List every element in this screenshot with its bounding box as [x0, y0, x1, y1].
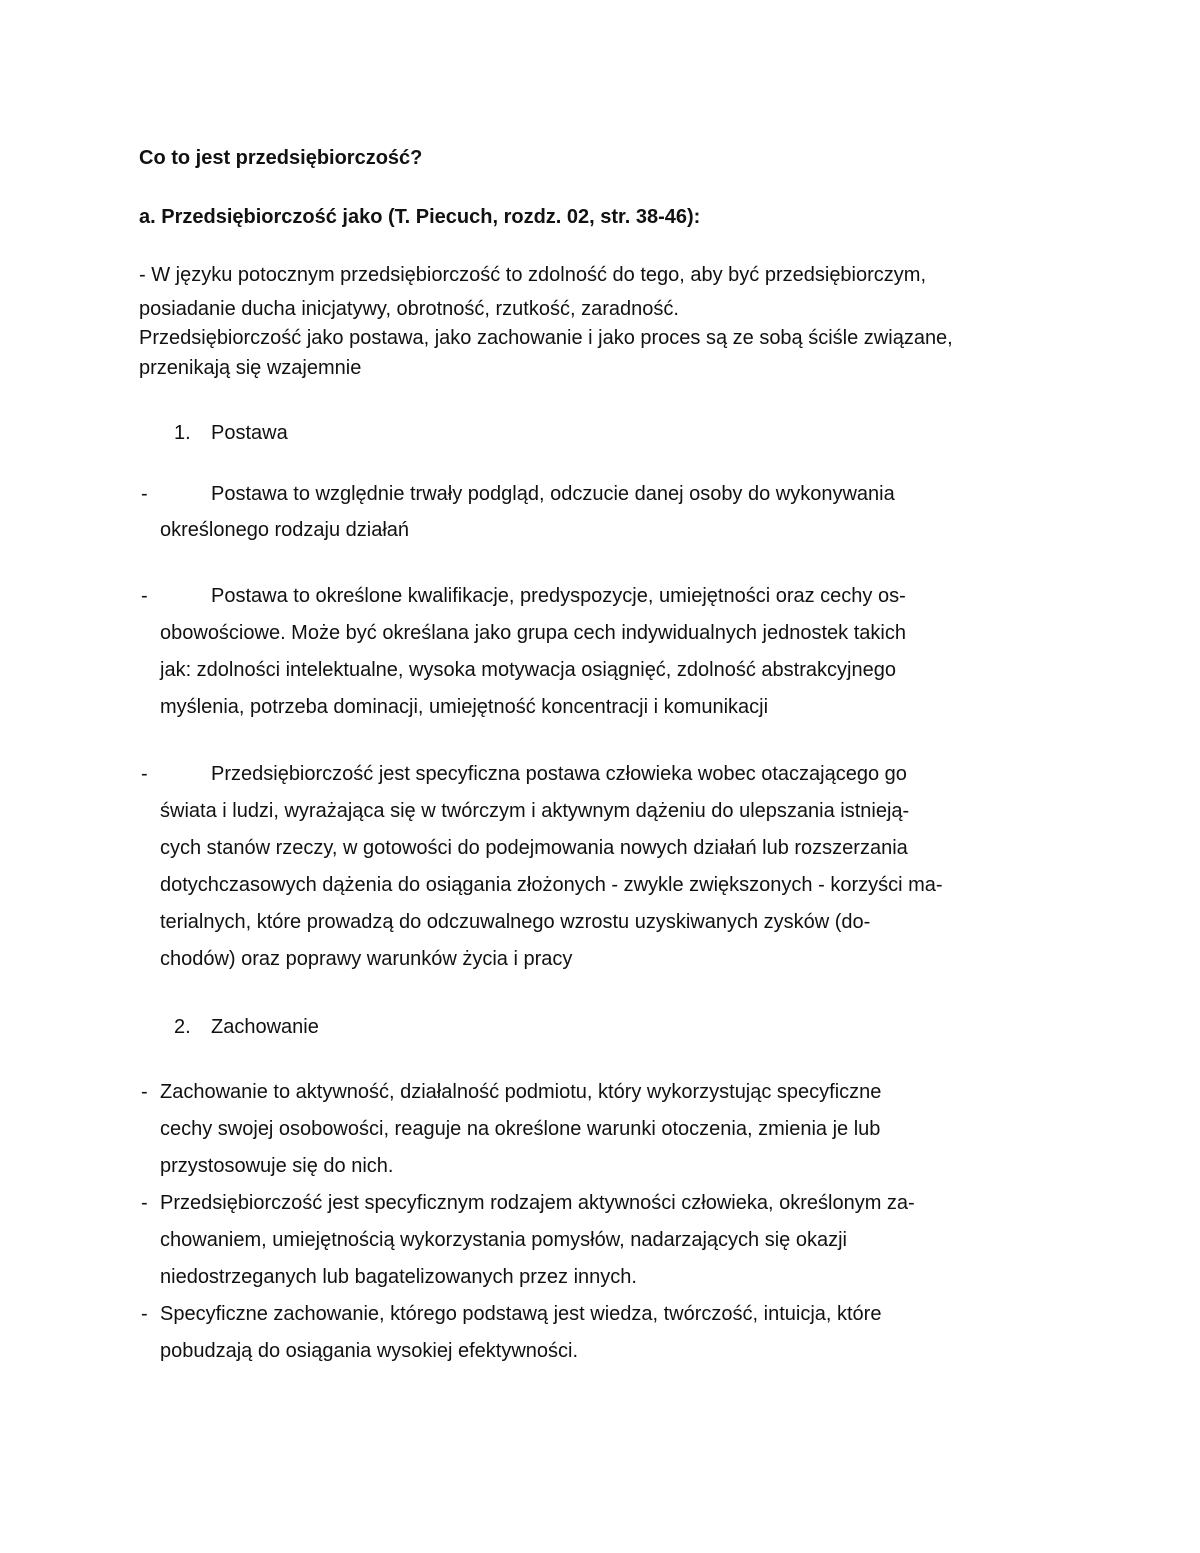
intro-line: przenikają się wzajemnie — [139, 357, 362, 379]
list-item-line: jak: zdolności intelektualne, wysoka motywacja osiągnięć, zdolność abstrakcyjnego — [160, 659, 896, 681]
list-item-line: przystosowuje się do nich. — [160, 1155, 394, 1177]
list-item-line: terialnych, które prowadzą do odczuwalnego wzrostu uzyskiwanych zysków (do- — [160, 911, 871, 933]
list-item-line: niedostrzeganych lub bagatelizowanych przez innych. — [160, 1266, 637, 1288]
list-bullet: - — [141, 763, 148, 785]
list-item-line: Przedsiębiorczość jest specyficzna postawa człowieka wobec otaczającego go — [211, 763, 907, 785]
list-item-line: cych stanów rzeczy, w gotowości do podejmowania nowych działań lub rozszerzania — [160, 837, 908, 859]
list-bullet: - — [141, 585, 148, 607]
document-heading: Co to jest przedsiębiorczość? — [139, 147, 423, 169]
list-item-line: dotychczasowych dążenia do osiągania złożonych - zwykle zwiększonych - korzyści ma- — [160, 874, 943, 896]
list-item-line: Przedsiębiorczość jest specyficznym rodzajem aktywności człowieka, określonym za- — [160, 1192, 915, 1214]
list-item-line: Zachowanie to aktywność, działalność podmiotu, który wykorzystując specyficzne — [160, 1081, 882, 1103]
list-bullet: - — [141, 1081, 148, 1103]
list-item-line: Postawa to względnie trwały podgląd, odczucie danej osoby do wykonywania — [211, 483, 895, 505]
intro-line: posiadanie ducha inicjatywy, obrotność, rzutkość, zaradność. — [139, 298, 679, 320]
intro-line: - W języku potocznym przedsiębiorczość to zdolność do tego, aby być przedsiębiorczym, — [139, 264, 927, 286]
list-item-line: myślenia, potrzeba dominacji, umiejętność koncentracji i komunikacji — [160, 696, 769, 718]
section-subheading: a. Przedsiębiorczość jako (T. Piecuch, rozdz. 02, str. 38-46): — [139, 206, 701, 228]
list-item-line: obowościowe. Może być określana jako grupa cech indywidualnych jednostek takich — [160, 622, 906, 644]
list-item-line: chowaniem, umiejętnością wykorzystania pomysłów, nadarzających się okazji — [160, 1229, 847, 1251]
list-item-line: Specyficzne zachowanie, którego podstawą jest wiedza, twórczość, intuicja, które — [160, 1303, 882, 1325]
list-bullet: - — [141, 1303, 148, 1325]
section-number: 2. — [174, 1016, 191, 1038]
list-item-line: Postawa to określone kwalifikacje, predyspozycje, umiejętności oraz cechy os- — [211, 585, 906, 607]
intro-line: Przedsiębiorczość jako postawa, jako zachowanie i jako proces są ze sobą ściśle związane, — [139, 327, 953, 349]
section-title: Zachowanie — [211, 1016, 319, 1038]
list-item-line: świata i ludzi, wyrażająca się w twórczym i aktywnym dążeniu do ulepszania istnieją- — [160, 800, 910, 822]
list-bullet: - — [141, 483, 148, 505]
list-item-line: cechy swojej osobowości, reaguje na określone warunki otoczenia, zmienia je lub — [160, 1118, 881, 1140]
section-title: Postawa — [211, 422, 288, 444]
list-item-line: chodów) oraz poprawy warunków życia i pracy — [160, 948, 573, 970]
section-number: 1. — [174, 422, 191, 444]
list-item-line: pobudzają do osiągania wysokiej efektywności. — [160, 1340, 579, 1362]
list-bullet: - — [141, 1192, 148, 1214]
list-item-line: określonego rodzaju działań — [160, 519, 410, 541]
